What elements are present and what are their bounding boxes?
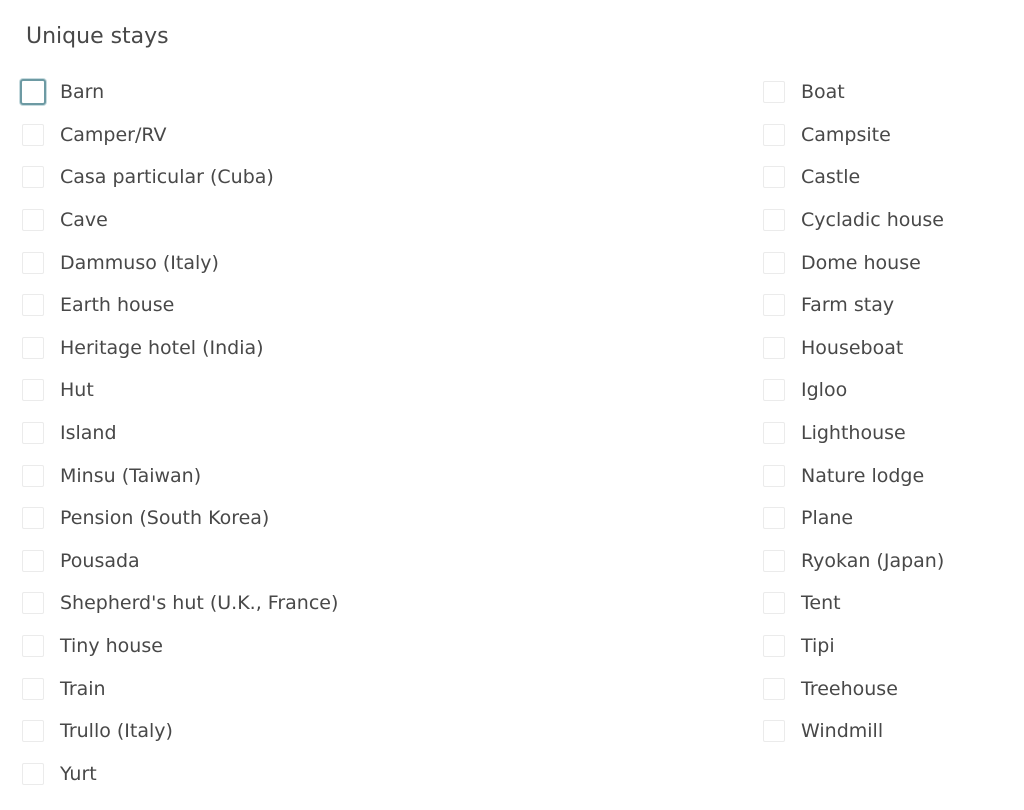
checkbox-label[interactable]: Cave	[60, 209, 108, 232]
checkbox-option[interactable]	[22, 540, 338, 583]
checkbox-option[interactable]	[763, 284, 944, 327]
checkbox-label[interactable]: Tent	[801, 592, 841, 615]
checkbox[interactable]	[22, 379, 44, 401]
checkbox-label[interactable]: Treehouse	[801, 677, 898, 700]
checkbox-label[interactable]: Igloo	[801, 379, 848, 402]
checkbox-option[interactable]	[22, 497, 338, 540]
checkbox[interactable]	[763, 252, 785, 274]
checkbox-label[interactable]: Cycladic house	[801, 209, 945, 232]
checkbox[interactable]	[763, 592, 785, 614]
checkbox-label[interactable]: Island	[60, 422, 117, 445]
checkbox-label[interactable]: Train	[60, 677, 106, 700]
checkbox[interactable]	[22, 720, 44, 742]
checkbox[interactable]	[763, 294, 785, 316]
checkbox-label[interactable]: Tipi	[801, 635, 835, 658]
checkbox[interactable]	[22, 124, 44, 146]
checkbox-label[interactable]: Houseboat	[801, 336, 904, 359]
checkbox-label[interactable]: Camper/RV	[60, 123, 167, 146]
checkbox[interactable]	[22, 252, 44, 274]
checkbox-label[interactable]: Windmill	[801, 720, 884, 743]
checkbox[interactable]	[763, 124, 785, 146]
checkbox-option[interactable]	[22, 199, 338, 242]
checkbox-option[interactable]	[763, 156, 944, 199]
checkbox-label[interactable]: Campsite	[801, 123, 891, 146]
checkbox-option[interactable]	[763, 540, 944, 583]
checkbox[interactable]	[22, 166, 44, 188]
checkbox-option[interactable]	[22, 710, 338, 753]
checkbox-option[interactable]	[22, 156, 338, 199]
checkbox-option[interactable]	[22, 412, 338, 455]
checkbox-label[interactable]: Minsu (Taiwan)	[60, 464, 202, 487]
left-checkbox-list	[22, 71, 338, 795]
checkbox-label[interactable]: Pousada	[60, 549, 140, 572]
checkbox[interactable]	[20, 79, 46, 105]
checkbox-option[interactable]	[22, 582, 338, 625]
checkbox-label[interactable]: Pension (South Korea)	[60, 507, 270, 530]
checkbox-option[interactable]	[22, 71, 338, 114]
checkbox-option[interactable]	[763, 497, 944, 540]
checkbox-label[interactable]: Yurt	[60, 762, 97, 785]
checkbox[interactable]	[763, 507, 785, 529]
checkbox[interactable]	[22, 507, 44, 529]
checkbox[interactable]	[22, 209, 44, 231]
checkbox-option[interactable]	[763, 412, 944, 455]
checkbox-option[interactable]	[763, 114, 944, 157]
checkbox[interactable]	[763, 635, 785, 657]
checkbox[interactable]	[763, 81, 785, 103]
checkbox[interactable]	[763, 209, 785, 231]
checkbox-label[interactable]: Trullo (Italy)	[60, 720, 173, 743]
checkbox[interactable]	[22, 294, 44, 316]
checkbox[interactable]	[22, 422, 44, 444]
checkbox-option[interactable]	[763, 71, 944, 114]
checkbox-option[interactable]	[22, 369, 338, 412]
checkbox-label[interactable]: Dammuso (Italy)	[60, 251, 219, 274]
checkbox[interactable]	[763, 465, 785, 487]
checkbox-option[interactable]	[763, 582, 944, 625]
checkbox-option[interactable]	[22, 284, 338, 327]
checkbox-option[interactable]	[763, 241, 944, 284]
checkbox-label[interactable]: Farm stay	[801, 294, 895, 317]
checkbox[interactable]	[763, 337, 785, 359]
checkbox[interactable]	[763, 550, 785, 572]
checkbox-label[interactable]: Shepherd's hut (U.K., France)	[60, 592, 339, 615]
checkbox-option[interactable]	[22, 753, 338, 796]
checkbox-label[interactable]: Tiny house	[60, 635, 163, 658]
checkbox-option[interactable]	[22, 327, 338, 370]
checkbox[interactable]	[22, 465, 44, 487]
checkbox-option[interactable]	[763, 327, 944, 370]
checkbox-option[interactable]	[22, 625, 338, 668]
checkbox-option[interactable]	[763, 369, 944, 412]
checkbox-label[interactable]: Casa particular (Cuba)	[60, 166, 274, 189]
checkbox[interactable]	[763, 678, 785, 700]
checkbox-label[interactable]: Ryokan (Japan)	[801, 549, 945, 572]
checkbox-label[interactable]: Plane	[801, 507, 854, 530]
checkbox-label[interactable]: Earth house	[60, 294, 175, 317]
checkbox-option[interactable]	[763, 454, 944, 497]
checkbox-option[interactable]	[763, 199, 944, 242]
checkbox[interactable]	[22, 635, 44, 657]
checkbox-option[interactable]	[763, 710, 944, 753]
checkbox[interactable]	[763, 720, 785, 742]
checkbox[interactable]	[22, 592, 44, 614]
checkbox-option[interactable]	[763, 625, 944, 668]
checkbox-option[interactable]	[22, 241, 338, 284]
checkbox[interactable]	[22, 337, 44, 359]
checkbox[interactable]	[763, 166, 785, 188]
checkbox-option[interactable]	[22, 454, 338, 497]
checkbox-label[interactable]: Boat	[801, 81, 845, 104]
checkbox-option[interactable]	[763, 667, 944, 710]
checkbox-option[interactable]	[22, 667, 338, 710]
checkbox-label[interactable]: Dome house	[801, 251, 921, 274]
checkbox-label[interactable]: Castle	[801, 166, 861, 189]
checkbox-label[interactable]: Hut	[60, 379, 94, 402]
checkbox-option[interactable]	[22, 114, 338, 157]
checkbox-label[interactable]: Barn	[60, 81, 105, 104]
checkbox-label[interactable]: Heritage hotel (India)	[60, 336, 264, 359]
checkbox-label[interactable]: Lighthouse	[801, 422, 906, 445]
checkbox[interactable]	[22, 678, 44, 700]
checkbox-label[interactable]: Nature lodge	[801, 464, 925, 487]
right-checkbox-list	[763, 71, 944, 753]
checkbox[interactable]	[763, 422, 785, 444]
checkbox[interactable]	[22, 550, 44, 572]
section-title: Unique stays	[26, 24, 169, 49]
checkbox[interactable]	[763, 379, 785, 401]
checkbox[interactable]	[22, 763, 44, 785]
